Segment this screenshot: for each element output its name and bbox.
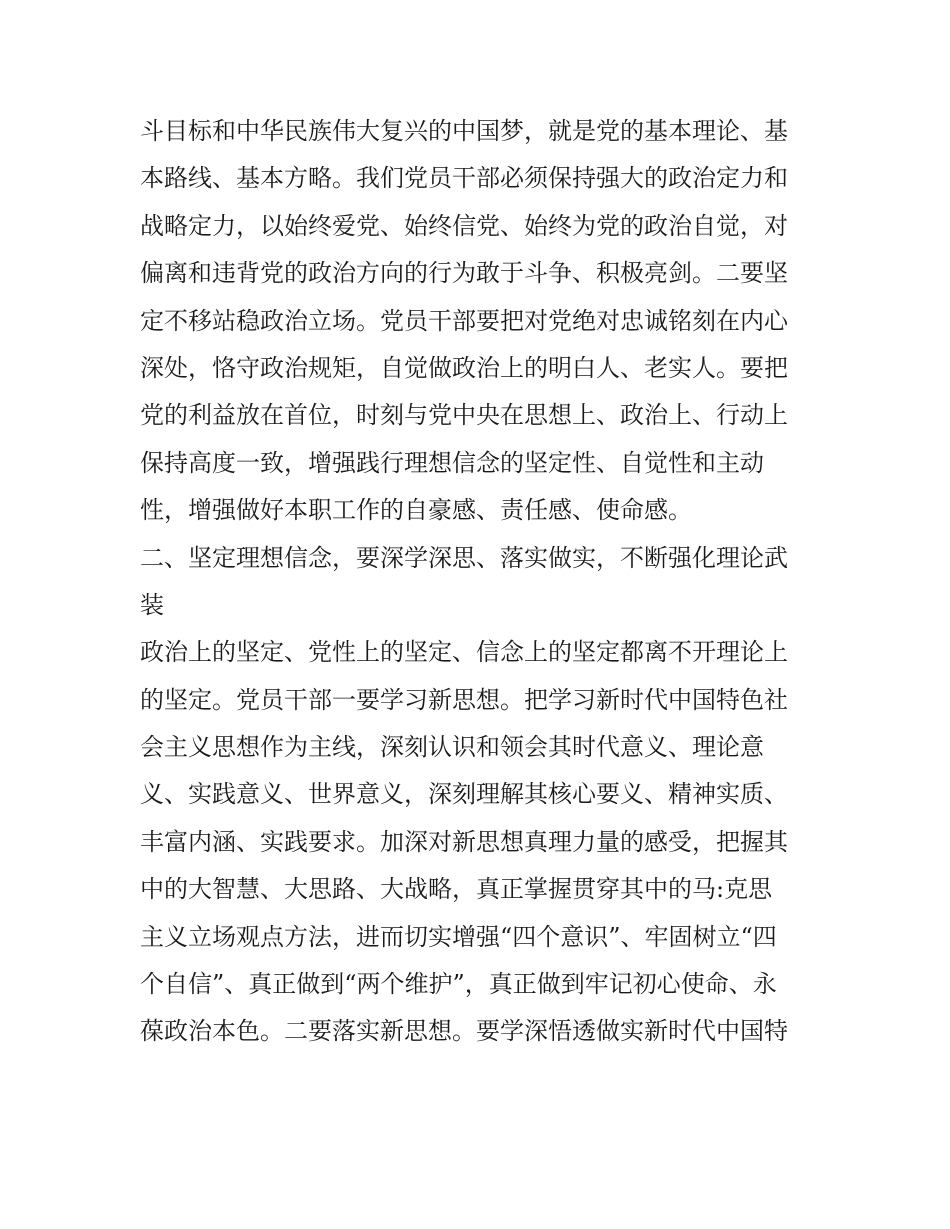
text-line: 深处，恪守政治规矩，自觉做政治上的明白人、老实人。要把 <box>140 353 788 382</box>
section-heading-line: 二、坚定理想信念，要深学深思、落实做实，不断强化理论武 <box>140 543 788 572</box>
text-line: 斗目标和中华民族伟大复兴的中国梦，就是党的基本理论、基 <box>140 117 788 145</box>
text-line: 战略定力，以始终爱党、始终信党、始终为党的政治自觉，对 <box>140 211 788 240</box>
text-line: 中的大智慧、大思路、大战略，真正掌握贯穿其中的马:克思 <box>140 875 773 904</box>
text-line: 丰富内涵、实践要求。加深对新思想真理力量的感受，把握其 <box>140 827 788 856</box>
text-line: 个自信”、真正做到“两个维护”，真正做到牢记初心使命、永 <box>140 970 777 999</box>
text-line: 会主义思想作为主线，深刻认识和领会其时代意义、理论意 <box>140 733 764 762</box>
text-line: 保持高度一致，增强践行理想信念的坚定性、自觉性和主动 <box>140 448 764 477</box>
text-line: 主义立场观点方法，进而切实增强“四个意识”、牢固树立“四 <box>140 922 777 951</box>
text-line: 政治上的坚定、党性上的坚定、信念上的坚定都离不开理论上 <box>140 638 788 667</box>
section-heading-line: 装 <box>140 590 164 619</box>
text-line: 葆政治本色。二要落实新思想。要学深悟透做实新时代中国特 <box>140 1017 788 1046</box>
text-line: 偏离和违背党的政治方向的行为敢于斗争、积极亮剑。二要坚 <box>140 259 788 288</box>
text-line: 本路线、基本方略。我们党员干部必须保持强大的政治定力和 <box>140 164 788 193</box>
text-line: 的坚定。党员干部一要学习新思想。把学习新时代中国特色社 <box>140 685 788 714</box>
document-body <box>140 108 815 1056</box>
text-line: 定不移站稳政治立场。党员干部要把对党绝对忠诚铭刻在内心 <box>140 306 788 335</box>
text-line: 党的利益放在首位，时刻与党中央在思想上、政治上、行动上 <box>140 401 788 430</box>
text-line: 义、实践意义、世界意义，深刻理解其核心要义、精神实质、 <box>140 780 788 809</box>
text-line: 性，增强做好本职工作的自豪感、责任感、使命感。 <box>140 496 692 525</box>
